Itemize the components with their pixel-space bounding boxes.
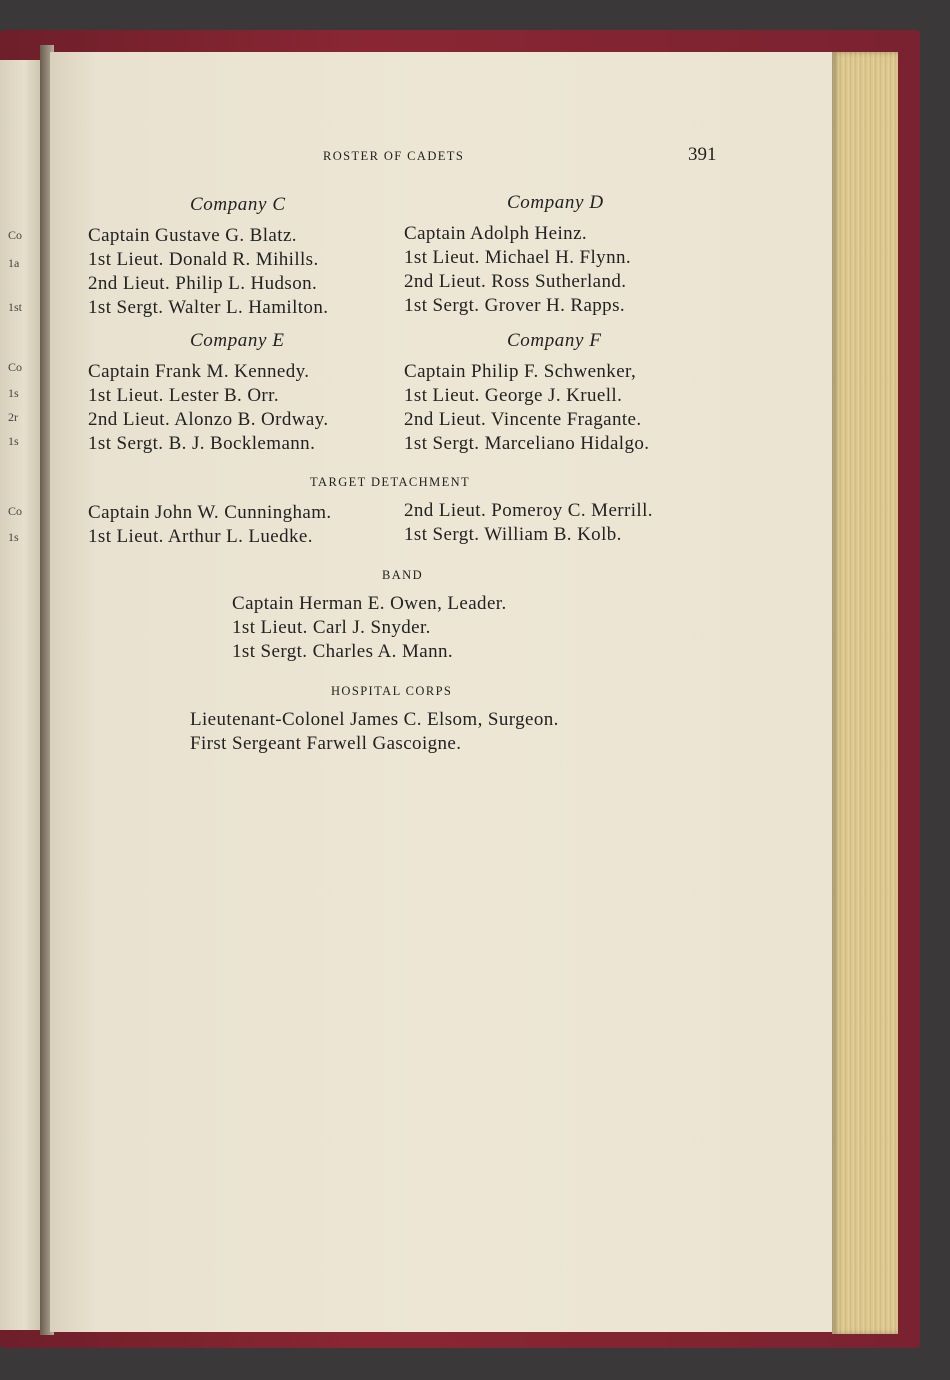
- band-line: 1st Lieut. Carl J. Snyder.: [232, 617, 431, 638]
- target-detachment-line: 1st Sergt. William B. Kolb.: [404, 524, 622, 545]
- previous-page-fragment: 2r: [8, 410, 18, 424]
- company-f-line: 2nd Lieut. Vincente Fragante.: [404, 409, 642, 430]
- company-e-line: 2nd Lieut. Alonzo B. Ordway.: [88, 409, 329, 430]
- company-e-line: Captain Frank M. Kennedy.: [88, 361, 310, 382]
- hospital-corps-heading: HOSPITAL CORPS: [331, 684, 453, 698]
- previous-page-fragment: 1s: [8, 434, 19, 448]
- company-d-line: 1st Sergt. Grover H. Rapps.: [404, 295, 626, 316]
- previous-page-fragment: Co: [8, 228, 23, 242]
- previous-page-fragment: 1s: [8, 530, 19, 544]
- hospital-corps-line: First Sergeant Farwell Gascoigne.: [190, 733, 462, 754]
- company-d-line: 1st Lieut. Michael H. Flynn.: [404, 247, 632, 268]
- previous-page-fragment: 1st: [8, 300, 23, 314]
- company-d-heading: Company D: [507, 192, 604, 213]
- target-detachment-line: 2nd Lieut. Pomeroy C. Merrill.: [404, 500, 653, 521]
- band-line: Captain Herman E. Owen, Leader.: [232, 593, 507, 614]
- previous-page-fragment: 1a: [8, 256, 20, 270]
- company-c-line: 1st Lieut. Donald R. Mihills.: [88, 249, 319, 270]
- company-c-line: Captain Gustave G. Blatz.: [88, 225, 297, 246]
- previous-page-fragment: Co: [8, 504, 23, 518]
- company-c-heading: Company C: [190, 194, 286, 215]
- company-c-line: 1st Sergt. Walter L. Hamilton.: [88, 297, 329, 318]
- target-detachment-line: Captain John W. Cunningham.: [88, 502, 332, 523]
- company-e-heading: Company E: [190, 330, 285, 351]
- target-detachment-heading: TARGET DETACHMENT: [310, 475, 471, 489]
- hospital-corps-line: Lieutenant-Colonel James C. Elsom, Surgeon.: [190, 709, 559, 730]
- band-heading: BAND: [382, 568, 424, 582]
- running-head: ROSTER OF CADETS: [323, 149, 465, 163]
- previous-page-fragment: Co: [8, 360, 23, 374]
- company-f-line: 1st Sergt. Marceliano Hidalgo.: [404, 433, 650, 454]
- company-f-heading: Company F: [507, 330, 602, 351]
- page-block-edge: [832, 52, 898, 1334]
- previous-page-fragment: 1s: [8, 386, 19, 400]
- company-f-line: Captain Philip F. Schwenker,: [404, 361, 637, 382]
- company-c-line: 2nd Lieut. Philip L. Hudson.: [88, 273, 318, 294]
- company-f-line: 1st Lieut. George J. Kruell.: [404, 385, 623, 406]
- company-d-line: Captain Adolph Heinz.: [404, 223, 588, 244]
- target-detachment-line: 1st Lieut. Arthur L. Luedke.: [88, 526, 313, 547]
- previous-page-edge: [0, 60, 40, 1330]
- company-e-line: 1st Lieut. Lester B. Orr.: [88, 385, 279, 406]
- page-number: 391: [688, 144, 717, 165]
- company-d-line: 2nd Lieut. Ross Sutherland.: [404, 271, 627, 292]
- band-line: 1st Sergt. Charles A. Mann.: [232, 641, 454, 662]
- company-e-line: 1st Sergt. B. J. Bocklemann.: [88, 433, 316, 454]
